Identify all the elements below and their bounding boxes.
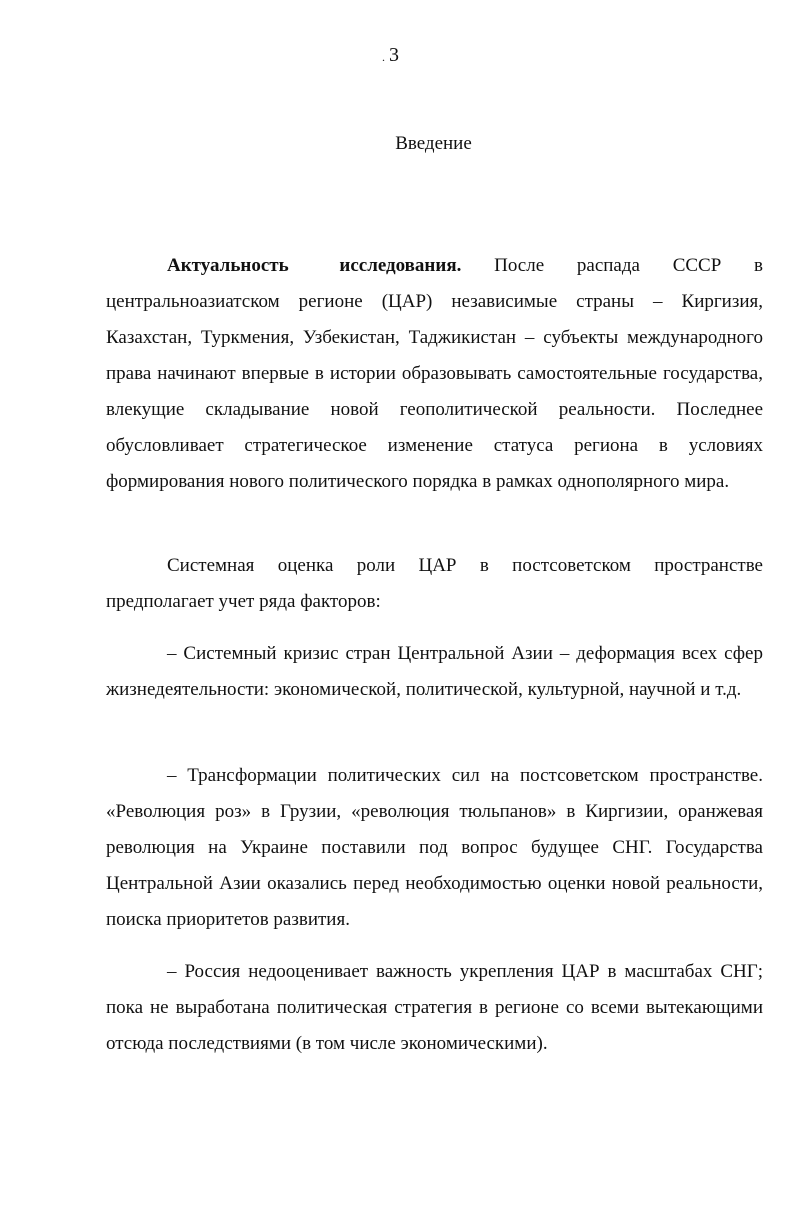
paragraph-factor-transformations: – Трансформации политических сил на постсоветском пространстве. «Революция роз» в Грузии, «революция тюльпанов» в Киргизии, оранжевая революция на Украине поставили под вопрос будущее СНГ. Государства Центральной Азии оказались перед необходимостью оценки новой реальности, поиска приоритетов развития. — [106, 765, 763, 930]
page-number-value: 3 — [389, 44, 399, 66]
page-number — [382, 44, 399, 67]
section-heading: Введение — [395, 133, 472, 154]
paragraph-relevance — [106, 248, 763, 500]
relevance-text: После распада СССР в центральноазиатском регионе (ЦАР) независимые страны – Киргизия, Казахстан, Туркмения, Узбекистан, Таджикистан – субъекты международного права начинают впервые в истории образовывать самостоятельные государства, влекущие складывание новой геополитической реальности. Последнее обусловливает стратегическое изменение статуса региона в условиях формирования нового политического порядка в рамках однополярного мира. — [106, 255, 763, 492]
paragraph-factor-russia: – Россия недооценивает важность укрепления ЦАР в масштабах СНГ; пока не выработана политическая стратегия в регионе со всеми вытекающими отсюда последствиями (в том числе экономическими). — [106, 961, 763, 1054]
page-number-mark: . — [382, 50, 385, 64]
paragraph-systemic-assessment: Системная оценка роли ЦАР в постсоветском пространстве предполагает учет ряда факторов: — [106, 555, 763, 612]
relevance-lead: Актуальность исследования. — [167, 255, 462, 276]
paragraph-factor-crisis: – Системный кризис стран Центральной Азии – деформация всех сфер жизнедеятельности: экономической, политической, культурной, научной и т.д. — [106, 643, 763, 700]
